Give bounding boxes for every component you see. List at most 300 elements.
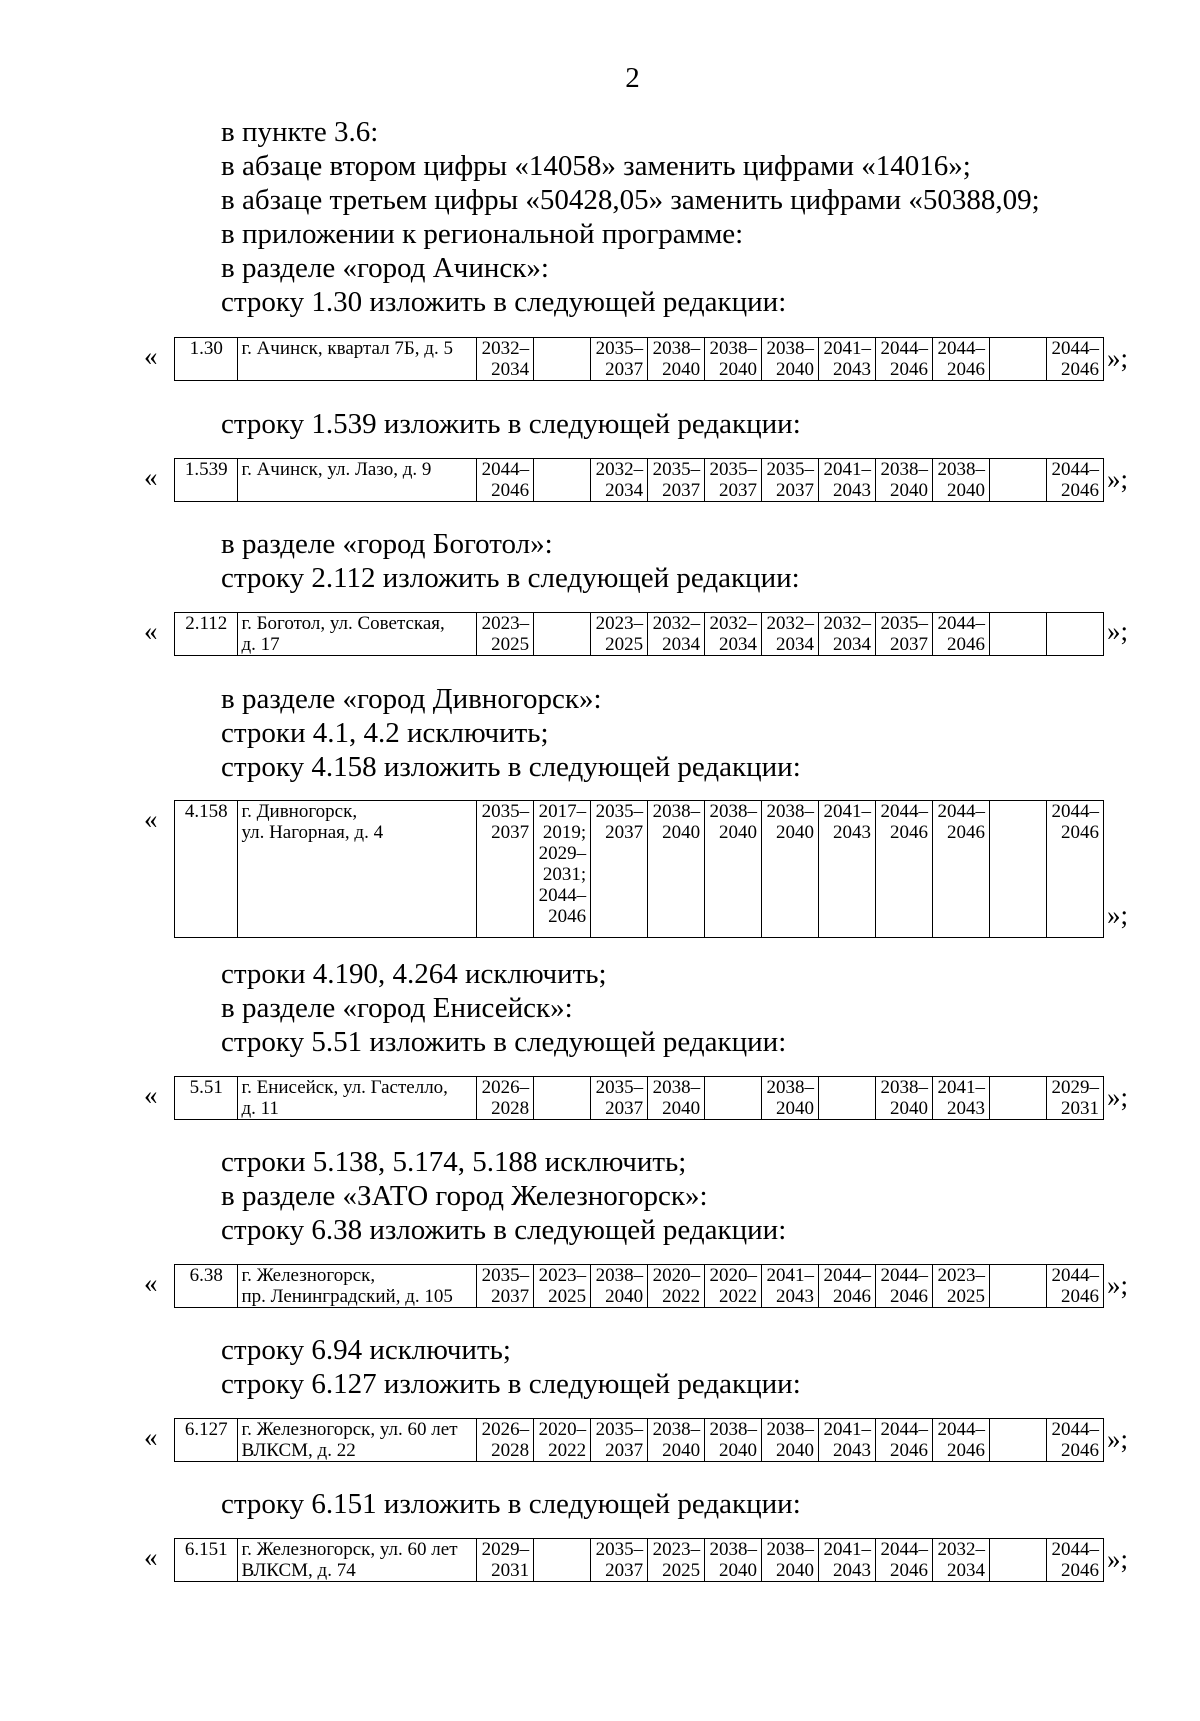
period-value: 2023– [937, 1265, 985, 1286]
period-cell [534, 459, 591, 502]
period-value: 2037 [719, 480, 758, 501]
period-value: 2046 [548, 906, 587, 927]
closing-quote: »; [1107, 343, 1129, 373]
row-number: 4.158 [175, 801, 238, 938]
period-cell [989, 1265, 1046, 1308]
period-cell [876, 1419, 933, 1462]
period-value: 2034 [662, 634, 701, 655]
period-cell [819, 1077, 876, 1120]
period-value: 2020– [709, 1265, 758, 1286]
period-cell [819, 338, 876, 381]
period-cell [648, 613, 705, 656]
period-value: 2032– [766, 613, 815, 634]
amendment-row-6-127 [144, 1418, 1129, 1462]
period-value: 2044– [481, 459, 530, 480]
period-cell [477, 1419, 534, 1462]
period-value: 2041– [823, 338, 872, 359]
address-line: ВЛКСМ, д. 74 [241, 1560, 356, 1581]
period-value: 2044– [1051, 1419, 1099, 1440]
period-value: 2044– [1051, 801, 1099, 822]
section-heading: в разделе «ЗАТО город Железногорск»: [221, 1180, 708, 1212]
period-value: 2037 [890, 634, 928, 655]
period-cell [477, 338, 534, 381]
period-value: 2040 [719, 1440, 758, 1461]
period-cell [876, 1539, 933, 1582]
period-value: 2034 [605, 480, 644, 501]
period-cell [705, 1265, 762, 1308]
period-value: 2040 [776, 1560, 815, 1581]
period-value: 2038– [709, 1539, 758, 1560]
period-value: 2022 [662, 1286, 701, 1307]
period-value: 2035– [880, 613, 928, 634]
period-value: 2032– [481, 338, 530, 359]
period-value: 2038– [937, 459, 985, 480]
period-value: 2031 [491, 1560, 530, 1581]
period-cell [989, 1539, 1046, 1582]
period-value: 2046 [491, 480, 530, 501]
period-cell [876, 1077, 933, 1120]
period-value: 2043 [833, 1560, 872, 1581]
table-row [175, 1265, 1104, 1308]
period-value: 2044– [880, 801, 928, 822]
period-value: 2044– [538, 885, 587, 906]
intro-line: в приложении к региональной программе: [221, 218, 744, 250]
period-value: 2038– [766, 1077, 815, 1098]
period-value: 2040 [662, 359, 701, 380]
period-value: 2040 [890, 480, 928, 501]
period-value: 2025 [605, 634, 644, 655]
instruction-line: строку 2.112 изложить в следующей редакции: [221, 562, 800, 594]
address-cell [238, 459, 477, 502]
program-table [174, 337, 1104, 381]
period-value: 2019; [542, 822, 587, 843]
closing-quote: »; [1107, 464, 1129, 494]
period-cell [989, 1077, 1046, 1120]
period-cell [876, 459, 933, 502]
period-value: 2020– [538, 1419, 587, 1440]
period-value: 2035– [595, 1419, 644, 1440]
address-line: д. 11 [241, 1098, 279, 1119]
period-value: 2044– [1051, 1265, 1099, 1286]
period-value: 2043 [833, 359, 872, 380]
period-value: 2029– [1051, 1077, 1099, 1098]
address-cell [238, 338, 477, 381]
period-value: 2043 [833, 480, 872, 501]
period-value: 2040 [890, 1098, 928, 1119]
period-cell [989, 338, 1046, 381]
period-cell [648, 1419, 705, 1462]
period-value: 2037 [605, 822, 644, 843]
intro-line: в абзаце третьем цифры «50428,05» заменить цифрами «50388,09; [221, 184, 1040, 216]
period-value: 2035– [652, 459, 701, 480]
period-value: 2038– [652, 801, 701, 822]
opening-quote: « [144, 616, 158, 646]
period-value: 2035– [595, 801, 644, 822]
period-value: 2035– [595, 1077, 644, 1098]
period-value: 2022 [548, 1440, 587, 1461]
period-cell [1046, 1539, 1103, 1582]
period-value: 2041– [823, 1419, 872, 1440]
opening-quote: « [144, 1542, 158, 1572]
closing-quote: »; [1107, 900, 1129, 930]
row-number: 2.112 [175, 613, 238, 656]
period-value: 2040 [662, 1098, 701, 1119]
row-number: 1.539 [175, 459, 238, 502]
period-cell [762, 613, 819, 656]
period-value: 2037 [776, 480, 815, 501]
period-cell [477, 459, 534, 502]
period-cell [534, 613, 591, 656]
period-value: 2041– [823, 801, 872, 822]
period-cell [876, 801, 933, 938]
table-row [175, 613, 1104, 656]
period-value: 2040 [776, 822, 815, 843]
period-cell [648, 1265, 705, 1308]
period-value: 2044– [1051, 1539, 1099, 1560]
period-cell [591, 613, 648, 656]
period-value: 2046 [1061, 359, 1099, 380]
period-value: 2046 [833, 1286, 872, 1307]
address-line: г. Железногорск, [241, 1265, 376, 1286]
intro-line: в пункте 3.6: [221, 116, 379, 148]
period-value: 2046 [890, 359, 928, 380]
program-table [174, 800, 1104, 938]
period-cell [933, 1265, 990, 1308]
period-value: 2035– [595, 338, 644, 359]
period-cell [705, 613, 762, 656]
instruction-line: строки 4.190, 4.264 исключить; [221, 958, 607, 990]
period-value: 2040 [776, 359, 815, 380]
instruction-line: строку 4.158 изложить в следующей редакции: [221, 751, 801, 783]
table-row [175, 459, 1104, 502]
period-value: 2043 [776, 1286, 815, 1307]
period-cell [1046, 1077, 1103, 1120]
amendment-row-4-158 [144, 800, 1129, 938]
period-value: 2044– [1051, 338, 1099, 359]
section-heading: в разделе «город Дивногорск»: [221, 683, 602, 715]
period-value: 2043 [946, 1098, 985, 1119]
period-cell [591, 459, 648, 502]
instruction-line: строку 6.151 изложить в следующей редакции: [221, 1488, 801, 1520]
period-cell [591, 1539, 648, 1582]
period-value: 2023– [538, 1265, 587, 1286]
period-cell [477, 1539, 534, 1582]
address-line: г. Боготол, ул. Советская, [241, 613, 445, 634]
instruction-line: строки 4.1, 4.2 исключить; [221, 717, 549, 749]
period-cell [989, 459, 1046, 502]
period-value: 2044– [937, 1419, 985, 1440]
period-cell [989, 613, 1046, 656]
period-cell [705, 459, 762, 502]
period-value: 2038– [766, 801, 815, 822]
period-value: 2037 [605, 1098, 644, 1119]
period-cell [648, 459, 705, 502]
period-cell [819, 801, 876, 938]
amendment-row-1-539 [144, 458, 1129, 502]
opening-quote: « [144, 804, 158, 834]
period-value: 2041– [766, 1265, 815, 1286]
period-cell [819, 459, 876, 502]
period-value: 2046 [946, 634, 985, 655]
period-cell [534, 801, 591, 938]
period-value: 2040 [719, 1560, 758, 1581]
period-cell [762, 338, 819, 381]
period-value: 2032– [823, 613, 872, 634]
opening-quote: « [144, 1422, 158, 1452]
period-value: 2040 [662, 1440, 701, 1461]
period-value: 2029– [538, 843, 587, 864]
period-cell [477, 1077, 534, 1120]
period-value: 2044– [880, 1419, 928, 1440]
opening-quote: « [144, 1268, 158, 1298]
period-value: 2041– [937, 1077, 985, 1098]
period-value: 2034 [719, 634, 758, 655]
period-cell [762, 459, 819, 502]
row-number: 6.151 [175, 1539, 238, 1582]
period-value: 2041– [823, 459, 872, 480]
instruction-line: строку 6.127 изложить в следующей редакции: [221, 1368, 801, 1400]
period-value: 2037 [605, 1560, 644, 1581]
program-table [174, 458, 1104, 502]
period-cell [591, 801, 648, 938]
period-value: 2044– [823, 1265, 872, 1286]
period-cell [648, 1077, 705, 1120]
period-cell [819, 1265, 876, 1308]
period-value: 2029– [481, 1539, 530, 1560]
address-line: ул. Нагорная, д. 4 [241, 822, 384, 843]
address-line: г. Ачинск, ул. Лазо, д. 9 [241, 459, 432, 480]
period-value: 2022 [719, 1286, 758, 1307]
period-cell [534, 1077, 591, 1120]
period-cell [705, 1419, 762, 1462]
period-cell [534, 1419, 591, 1462]
period-value: 2044– [937, 338, 985, 359]
period-cell [477, 801, 534, 938]
period-value: 2046 [890, 1286, 928, 1307]
period-value: 2025 [548, 1286, 587, 1307]
period-value: 2044– [880, 338, 928, 359]
period-value: 2038– [709, 338, 758, 359]
address-cell [238, 613, 477, 656]
period-cell [933, 801, 990, 938]
instruction-line: строку 1.539 изложить в следующей редакции: [221, 408, 801, 440]
program-table [174, 1538, 1104, 1582]
period-value: 2035– [766, 459, 815, 480]
period-value: 2031 [1061, 1098, 1099, 1119]
period-value: 2028 [491, 1440, 530, 1461]
period-value: 2046 [1061, 822, 1099, 843]
period-value: 2040 [719, 359, 758, 380]
period-cell [648, 338, 705, 381]
address-line: г. Дивногорск, [241, 801, 358, 822]
period-value: 2040 [776, 1098, 815, 1119]
period-value: 2044– [880, 1539, 928, 1560]
period-cell [591, 1265, 648, 1308]
period-value: 2038– [766, 1419, 815, 1440]
period-cell [534, 1265, 591, 1308]
table-row [175, 1539, 1104, 1582]
period-cell [591, 1419, 648, 1462]
period-cell [705, 1077, 762, 1120]
period-value: 2032– [709, 613, 758, 634]
period-value: 2038– [766, 1539, 815, 1560]
period-cell [591, 338, 648, 381]
period-value: 2046 [946, 359, 985, 380]
table-row [175, 1077, 1104, 1120]
period-value: 2037 [491, 822, 530, 843]
section-heading: в разделе «город Боготол»: [221, 528, 553, 560]
amendment-row-2-112 [144, 612, 1129, 656]
period-value: 2035– [709, 459, 758, 480]
period-value: 2046 [946, 1440, 985, 1461]
program-table [174, 1264, 1104, 1308]
instruction-line: строку 5.51 изложить в следующей редакции: [221, 1026, 787, 1058]
period-value: 2040 [946, 480, 985, 501]
address-line: г. Енисейск, ул. Гастелло, [241, 1077, 448, 1098]
closing-quote: »; [1107, 1082, 1129, 1112]
period-value: 2025 [491, 634, 530, 655]
period-value: 2046 [890, 1440, 928, 1461]
period-cell [989, 801, 1046, 938]
period-cell [762, 1419, 819, 1462]
period-value: 2031; [542, 864, 587, 885]
period-value: 2046 [890, 1560, 928, 1581]
period-value: 2046 [890, 822, 928, 843]
period-value: 2046 [946, 822, 985, 843]
period-value: 2026– [481, 1077, 530, 1098]
period-cell [819, 613, 876, 656]
address-line: г. Железногорск, ул. 60 лет [241, 1539, 458, 1560]
address-line: пр. Ленинградский, д. 105 [241, 1286, 453, 1307]
intro-line: строку 1.30 изложить в следующей редакции: [221, 286, 787, 318]
address-cell [238, 801, 477, 938]
period-value: 2044– [1051, 459, 1099, 480]
period-value: 2046 [1061, 1560, 1099, 1581]
period-value: 2037 [605, 1440, 644, 1461]
opening-quote: « [144, 341, 158, 371]
address-line: г. Ачинск, квартал 7Б, д. 5 [241, 338, 453, 359]
amendment-row-6-38 [144, 1264, 1129, 1308]
period-cell [989, 1419, 1046, 1462]
address-cell [238, 1077, 477, 1120]
period-value: 2038– [652, 1419, 701, 1440]
row-number: 1.30 [175, 338, 238, 381]
period-cell [477, 1265, 534, 1308]
period-value: 2038– [709, 1419, 758, 1440]
address-line: г. Железногорск, ул. 60 лет [241, 1419, 458, 1440]
period-cell [876, 1265, 933, 1308]
period-cell [534, 1539, 591, 1582]
period-value: 2032– [652, 613, 701, 634]
period-value: 2034 [776, 634, 815, 655]
period-value: 2040 [776, 1440, 815, 1461]
period-cell [1046, 1265, 1103, 1308]
row-number: 6.127 [175, 1419, 238, 1462]
period-cell [819, 1539, 876, 1582]
period-cell [762, 1077, 819, 1120]
period-cell [933, 1419, 990, 1462]
table-row [175, 1419, 1104, 1462]
period-cell [933, 1077, 990, 1120]
address-cell [238, 1539, 477, 1582]
amendment-row-6-151 [144, 1538, 1129, 1582]
closing-quote: »; [1107, 1270, 1129, 1300]
opening-quote: « [144, 1080, 158, 1110]
period-value: 2037 [491, 1286, 530, 1307]
amendment-row-5-51 [144, 1076, 1129, 1120]
period-value: 2040 [719, 822, 758, 843]
period-cell [1046, 1419, 1103, 1462]
intro-line: в разделе «город Ачинск»: [221, 252, 549, 284]
period-cell [819, 1419, 876, 1462]
period-value: 2035– [595, 1539, 644, 1560]
period-cell [876, 613, 933, 656]
period-cell [1046, 801, 1103, 938]
period-value: 2034 [833, 634, 872, 655]
amendment-row-1-30 [144, 337, 1129, 381]
closing-quote: »; [1107, 616, 1129, 646]
period-value: 2038– [595, 1265, 644, 1286]
period-value: 2037 [662, 480, 701, 501]
opening-quote: « [144, 462, 158, 492]
period-value: 2044– [937, 801, 985, 822]
period-value: 2032– [595, 459, 644, 480]
period-value: 2023– [652, 1539, 701, 1560]
period-value: 2028 [491, 1098, 530, 1119]
row-number: 6.38 [175, 1265, 238, 1308]
address-cell [238, 1265, 477, 1308]
period-value: 2038– [709, 801, 758, 822]
period-value: 2026– [481, 1419, 530, 1440]
program-table [174, 612, 1104, 656]
closing-quote: »; [1107, 1424, 1129, 1454]
period-value: 2043 [833, 1440, 872, 1461]
period-cell [648, 801, 705, 938]
period-cell [1046, 613, 1103, 656]
period-value: 2040 [662, 822, 701, 843]
instruction-line: строку 6.38 изложить в следующей редакции: [221, 1214, 787, 1246]
period-value: 2046 [1061, 1440, 1099, 1461]
period-value: 2020– [652, 1265, 701, 1286]
table-row [175, 338, 1104, 381]
period-cell [1046, 338, 1103, 381]
period-cell [762, 1539, 819, 1582]
period-value: 2038– [880, 1077, 928, 1098]
period-cell [933, 1539, 990, 1582]
period-value: 2035– [481, 1265, 530, 1286]
period-value: 2041– [823, 1539, 872, 1560]
period-cell [705, 801, 762, 938]
period-value: 2046 [1061, 480, 1099, 501]
period-cell [762, 801, 819, 938]
program-table [174, 1418, 1104, 1462]
period-value: 2040 [605, 1286, 644, 1307]
period-cell [762, 1265, 819, 1308]
period-value: 2025 [946, 1286, 985, 1307]
period-cell [648, 1539, 705, 1582]
period-cell [933, 459, 990, 502]
period-value: 2038– [652, 338, 701, 359]
period-value: 2046 [1061, 1286, 1099, 1307]
period-value: 2032– [937, 1539, 985, 1560]
period-value: 2017– [538, 801, 587, 822]
period-value: 2038– [880, 459, 928, 480]
period-value: 2044– [937, 613, 985, 634]
period-cell [705, 338, 762, 381]
period-cell [534, 338, 591, 381]
period-cell [705, 1539, 762, 1582]
period-value: 2044– [880, 1265, 928, 1286]
